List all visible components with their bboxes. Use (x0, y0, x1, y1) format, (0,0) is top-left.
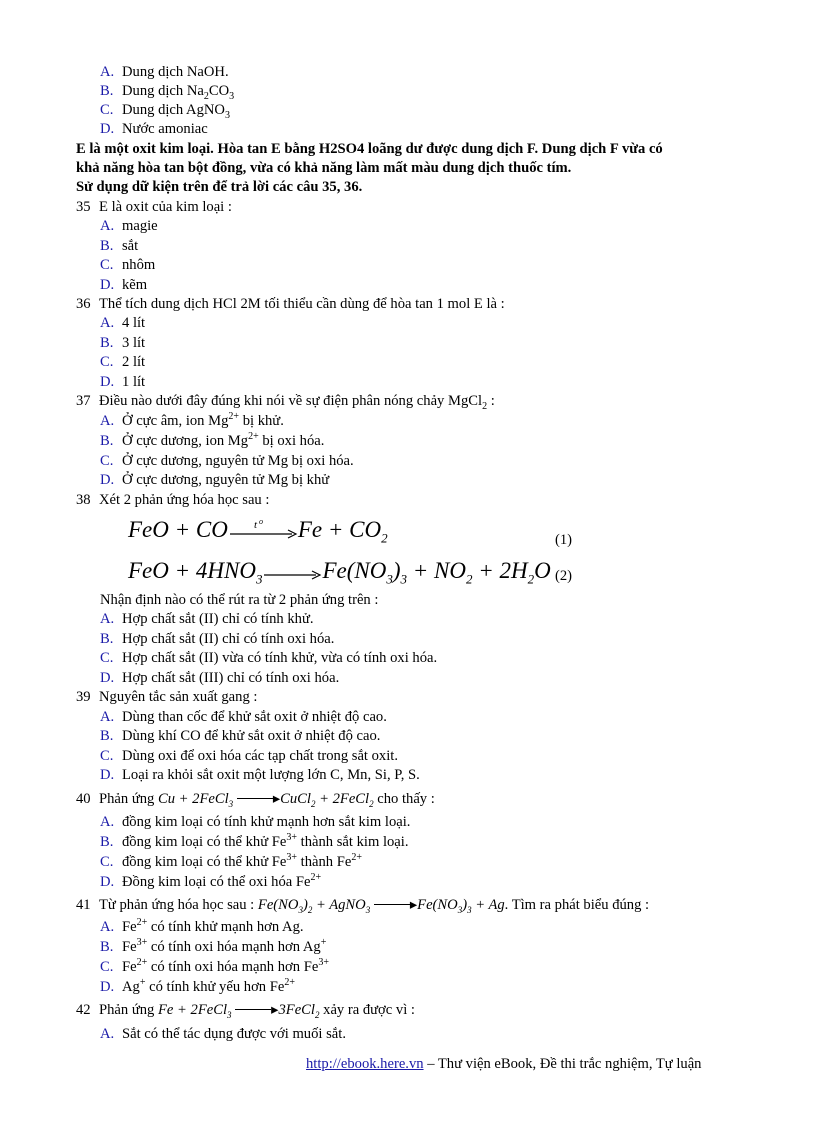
q35-option-c: C. nhôm (100, 257, 156, 273)
q36-option-d: D. 1 lít (100, 374, 146, 390)
q37-option-a: A. Ở cực âm, ion $Mg^{2+}$ bị khử. (100, 411, 284, 429)
question-42: 42 Phản ứng Fe + 2FeCl$_3$ ▸3FeCl$_2$ xảy ra được vì : (76, 1002, 415, 1020)
q36-option-b: B. 3 lít (100, 335, 146, 351)
q40-option-c: C. đồng kim loại có thể khử $Fe^{3+}$ thành $Fe^{2+}$ (100, 852, 362, 870)
equation-2: FeO + $4HNO_3$ $Fe(NO_3)_3 + NO_2 + 2H_2O$ (128, 558, 551, 587)
footer (306, 1055, 701, 1073)
q39-option-c: C. Dùng oxi để oxi hóa các tạp chất trong sắt oxit. (100, 748, 398, 764)
intro-line-1: E là một oxit kim loại. Hòa tan E bằng H2SO4 loãng dư được dung dịch F. Dung dịch F vừa có (76, 141, 663, 157)
q37-option-d: D. Ở cực dương, nguyên tử Mg bị khử (100, 472, 330, 488)
equation-1: FeO + CO t o $Fe + CO_2$ (128, 517, 388, 546)
q39-option-a: A. Dùng than cốc để khử sắt oxit ở nhiệt độ cao. (100, 709, 387, 725)
q35-option-a: A. magie (100, 218, 158, 234)
q38-prompt: Nhận định nào có thể rút ra từ 2 phản ứng trên : (100, 592, 379, 608)
q36-option-c: C. 2 lít (100, 354, 146, 370)
q41-equation: $Fe(NO_3)_2$ + AgNO$_3$ $▸Fe(NO_3)_3 + Ag$ (257, 897, 505, 915)
option-a: A. Dung dịch NaOH. (100, 64, 229, 80)
question-40: 40 Phản ứng Cu + 2FeCl$_3$ ▸CuCl$_2$ + 2FeCl$_2$ cho thấy : (76, 791, 435, 809)
q36-option-a: A. 4 lít (100, 315, 146, 331)
option-c: C. Dung dịch AgNO$_3$ (100, 102, 230, 121)
q38-option-d: D. Hợp chất sắt (III) chỉ có tính oxi hóa. (100, 670, 340, 686)
question-38: 38 Xét 2 phản ứng hóa học sau : (76, 492, 270, 508)
q41-option-c: C. $Fe^{2+}$ có tính oxi hóa mạnh hơn $Fe^{3+}$ (100, 957, 329, 975)
q38-option-b: B. Hợp chất sắt (II) chỉ có tính oxi hóa. (100, 631, 335, 647)
q40-equation: Cu + 2FeCl$_3$ ▸CuCl$_2$ + 2FeCl$_2$ (158, 791, 374, 809)
q41-option-a: A. $Fe^{2+}$ có tính khử mạnh hơn Ag. (100, 917, 304, 935)
footer-text: – Thư viện eBook, Đề thi trắc nghiệm, Tự luận (423, 1056, 702, 1072)
q42-equation: Fe + 2FeCl$_3$ ▸3FeCl$_2$ (158, 1002, 320, 1020)
q37-option-c: C. Ở cực dương, nguyên tử Mg bị oxi hóa. (100, 453, 354, 469)
option-d: D. Nước amoniac (100, 121, 208, 137)
question-37: 37 Điều nào dưới đây đúng khi nói về sự điện phân nóng chảy MgCl$_2$ : (76, 393, 495, 412)
q40-option-a: A. đồng kim loại có tính khử mạnh hơn sắt kim loại. (100, 814, 411, 830)
q41-option-d: D. Ag+ có tính khử yếu hơn $Fe^{2+}$ (100, 977, 295, 995)
q39-option-b: B. Dùng khí CO để khử sắt oxit ở nhiệt độ cao. (100, 728, 381, 744)
q40-option-b: B. đồng kim loại có thể khử $Fe^{3+}$ thành sắt kim loại. (100, 832, 409, 850)
svg-text:o: o (258, 518, 263, 526)
q37-option-b: B. Ở cực dương, ion $Mg^{2+}$ bị oxi hóa. (100, 431, 325, 449)
question-39: 39 Nguyên tắc sản xuất gang : (76, 689, 258, 705)
intro-line-3: Sử dụng dữ kiện trên để trả lời các câu 35, 36. (76, 179, 363, 195)
q40-option-d: D. Đồng kim loại có thể oxi hóa $Fe^{2+}$ (100, 872, 322, 890)
option-b: B. Dung dịch $Na_2CO_3$ (100, 83, 235, 102)
equation-2-number: (2) (555, 568, 573, 584)
footer-link[interactable]: http://ebook.here.vn (306, 1056, 424, 1072)
svg-text:t: t (253, 518, 257, 531)
q35-option-d: D. kẽm (100, 277, 148, 293)
equation-1-number: (1) (555, 532, 573, 548)
intro-line-2: khả năng hòa tan bột đồng, vừa có khả năng làm mất màu dung dịch thuốc tím. (76, 160, 572, 176)
question-36: 36 Thể tích dung dịch HCl 2M tối thiểu cần dùng để hòa tan 1 mol E là : (76, 296, 505, 312)
q38-option-c: C. Hợp chất sắt (II) vừa có tính khử, vừa có tính oxi hóa. (100, 650, 438, 666)
q41-option-b: B. $Fe^{3+}$ có tính oxi hóa mạnh hơn Ag+ (100, 937, 327, 955)
q39-option-d: D. Loại ra khỏi sắt oxit một lượng lớn C, Mn, Si, P, S. (100, 767, 420, 783)
question-41: 41 Từ phản ứng hóa học sau : $Fe(NO_3)_2$ + AgNO$_3$ $▸Fe(NO_3)_3 + Ag$. Tìm ra phát biểu đúng : (76, 897, 650, 915)
q38-option-a: A. Hợp chất sắt (II) chỉ có tính khử. (100, 611, 314, 627)
q35-option-b: B. sắt (100, 238, 139, 254)
q42-option-a: A. Sắt có thể tác dụng được với muối sắt. (100, 1026, 346, 1042)
question-35: 35 E là oxit của kim loại : (76, 199, 232, 215)
